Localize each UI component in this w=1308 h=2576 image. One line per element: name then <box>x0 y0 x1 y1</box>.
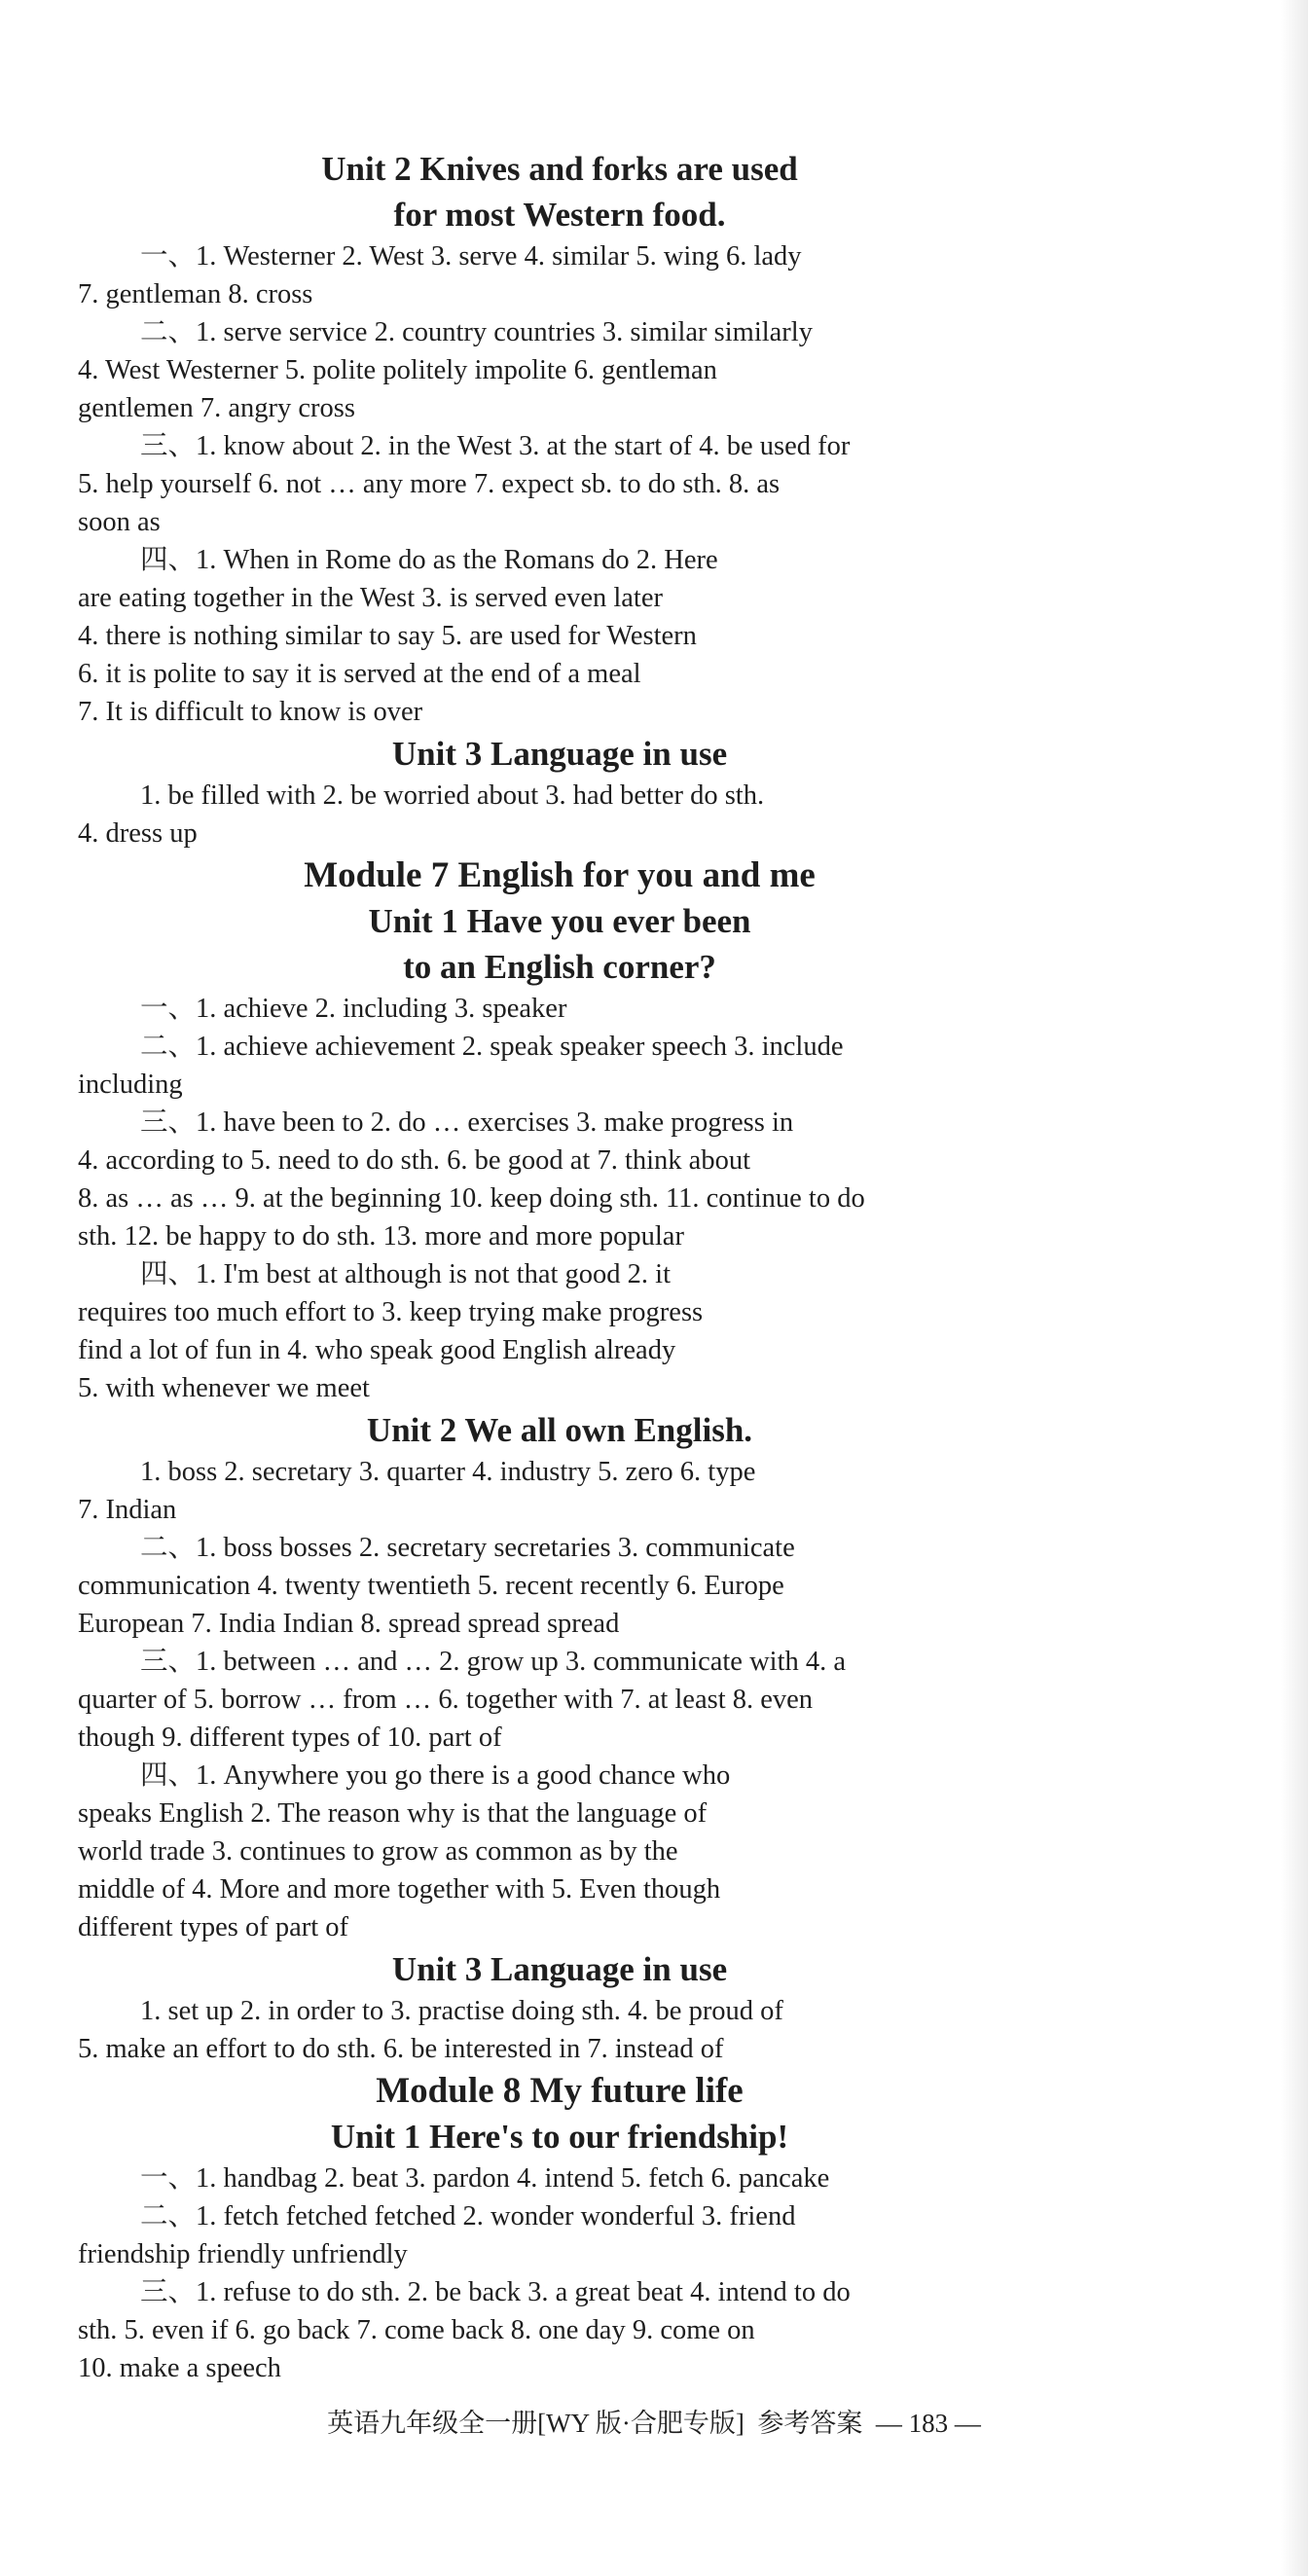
text-line: requires too much effort to 3. keep trying make progress <box>78 1297 704 1327</box>
text-line: friendship friendly unfriendly <box>78 2239 408 2269</box>
text-line: 二、1. fetch fetched fetched 2. wonder wonderful 3. friend <box>140 2201 796 2231</box>
text-line: 6. it is polite to say it is served at the end of a meal <box>78 659 641 689</box>
page-edge-shadow <box>1281 0 1308 2576</box>
u2-q3 <box>78 427 1041 541</box>
text-line: 5. with whenever we meet <box>78 1373 370 1403</box>
text-line: sth. 12. be happy to do sth. 13. more and more popular <box>78 1221 684 1252</box>
u2-q4 <box>78 541 1041 731</box>
text-line: communication 4. twenty twentieth 5. recent recently 6. Europe <box>78 1571 784 1601</box>
text-line: soon as <box>78 507 161 537</box>
text-line: including <box>78 1070 183 1100</box>
text-line: 4. West Westerner 5. polite politely impolite 6. gentleman <box>78 355 717 385</box>
text-line: 二、1. serve service 2. country countries 3. similar similarly <box>140 317 813 347</box>
m7u1-title-line1: Unit 1 Have you ever been <box>368 902 751 940</box>
text-line: 1. boss 2. secretary 3. quarter 4. industry 5. zero 6. type <box>140 1457 756 1487</box>
text-line: find a lot of fun in 4. who speak good English already <box>78 1335 676 1365</box>
m7u1-q1 <box>78 990 1041 1028</box>
text-line: sth. 5. even if 6. go back 7. come back 8. one day 9. come on <box>78 2315 755 2345</box>
text-line: middle of 4. More and more together with 5. Even though <box>78 1874 721 1905</box>
text-line: speaks English 2. The reason why is that the language of <box>78 1798 708 1829</box>
text-line: 4. dress up <box>78 818 198 849</box>
text-line: 4. there is nothing similar to say 5. are used for Western <box>78 621 697 651</box>
text-line: 四、1. When in Rome do as the Romans do 2. Here <box>140 545 718 575</box>
unit2-title-line2: for most Western food. <box>393 196 726 234</box>
text-line: 一、1. handbag 2. beat 3. pardon 4. intend 5. fetch 6. pancake <box>140 2163 830 2194</box>
u2-q1 <box>78 237 1041 313</box>
m8u1-q3 <box>78 2273 1041 2387</box>
text-line: 7. Indian <box>78 1495 177 1525</box>
text-line: though 9. different types of 10. part of <box>78 1723 502 1753</box>
page-footer: 英语九年级全一册[WY 版·合肥专版] 参考答案 — 183 — <box>327 2409 981 2438</box>
text-line: 一、1. achieve 2. including 3. speaker <box>140 994 567 1024</box>
module8-title: Module 8 My future life <box>376 2071 744 2111</box>
text-line: 二、1. achieve achievement 2. speak speaker speech 3. include <box>140 1032 844 1062</box>
module7-title: Module 7 English for you and me <box>304 855 816 895</box>
m8u1-q2 <box>78 2197 1041 2273</box>
unit3a-title: Unit 3 Language in use <box>391 735 728 773</box>
text-line: 三、1. refuse to do sth. 2. be back 3. a great beat 4. intend to do <box>140 2277 851 2307</box>
text-line: 5. help yourself 6. not … any more 7. expect sb. to do sth. 8. as <box>78 469 781 499</box>
m7u3-answers <box>78 1992 1041 2068</box>
m7u2-q1 <box>78 1453 1041 1529</box>
m7u1-q4 <box>78 1255 1041 1407</box>
text-line: 三、1. between … and … 2. grow up 3. communicate with 4. a <box>140 1647 847 1677</box>
m7u2-q3 <box>78 1643 1041 1757</box>
m8u1-q1 <box>78 2159 1041 2197</box>
m7u1-q2 <box>78 1028 1041 1104</box>
text-line: 7. It is difficult to know is over <box>78 697 423 727</box>
text-line: 7. gentleman 8. cross <box>78 279 313 309</box>
text-line: European 7. India Indian 8. spread spread spread <box>78 1609 620 1639</box>
u3a-answers <box>78 777 1041 853</box>
text-line: 8. as … as … 9. at the beginning 10. keep doing sth. 11. continue to do <box>78 1183 865 1214</box>
m7u2-q4 <box>78 1757 1041 1946</box>
text-line: are eating together in the West 3. is served even later <box>78 583 663 613</box>
m7u1-q3 <box>78 1104 1041 1255</box>
m7u1-title-line2: to an English corner? <box>403 948 716 986</box>
text-line: 10. make a speech <box>78 2353 281 2383</box>
text-line: 1. be filled with 2. be worried about 3. had better do sth. <box>140 780 765 811</box>
m7u2-q2 <box>78 1529 1041 1643</box>
text-line: 四、1. I'm best at although is not that good 2. it <box>140 1259 672 1289</box>
text-line: 二、1. boss bosses 2. secretary secretaries 3. communicate <box>140 1533 795 1563</box>
m8u1-title: Unit 1 Here's to our friendship! <box>330 2118 789 2156</box>
text-line: world trade 3. continues to grow as common as by the <box>78 1836 678 1867</box>
u2-q2 <box>78 313 1041 427</box>
text-line: 4. according to 5. need to do sth. 6. be good at 7. think about <box>78 1145 750 1176</box>
text-line: different types of part of <box>78 1912 349 1942</box>
text-line: 一、1. Westerner 2. West 3. serve 4. similar 5. wing 6. lady <box>140 241 802 272</box>
text-line: 5. make an effort to do sth. 6. be interested in 7. instead of <box>78 2034 724 2064</box>
m7u3-title: Unit 3 Language in use <box>391 1950 728 1988</box>
answer-column <box>78 146 1041 2387</box>
unit2-title-line1: Unit 2 Knives and forks are used <box>321 150 798 188</box>
text-line: gentlemen 7. angry cross <box>78 393 355 423</box>
text-line: 三、1. know about 2. in the West 3. at the start of 4. be used for <box>140 431 851 461</box>
text-line: 四、1. Anywhere you go there is a good chance who <box>140 1760 731 1791</box>
text-line: 1. set up 2. in order to 3. practise doing sth. 4. be proud of <box>140 1996 783 2026</box>
text-line: 三、1. have been to 2. do … exercises 3. make progress in <box>140 1107 794 1138</box>
text-line: quarter of 5. borrow … from … 6. together with 7. at least 8. even <box>78 1685 814 1715</box>
m7u2-title: Unit 2 We all own English. <box>366 1411 753 1449</box>
